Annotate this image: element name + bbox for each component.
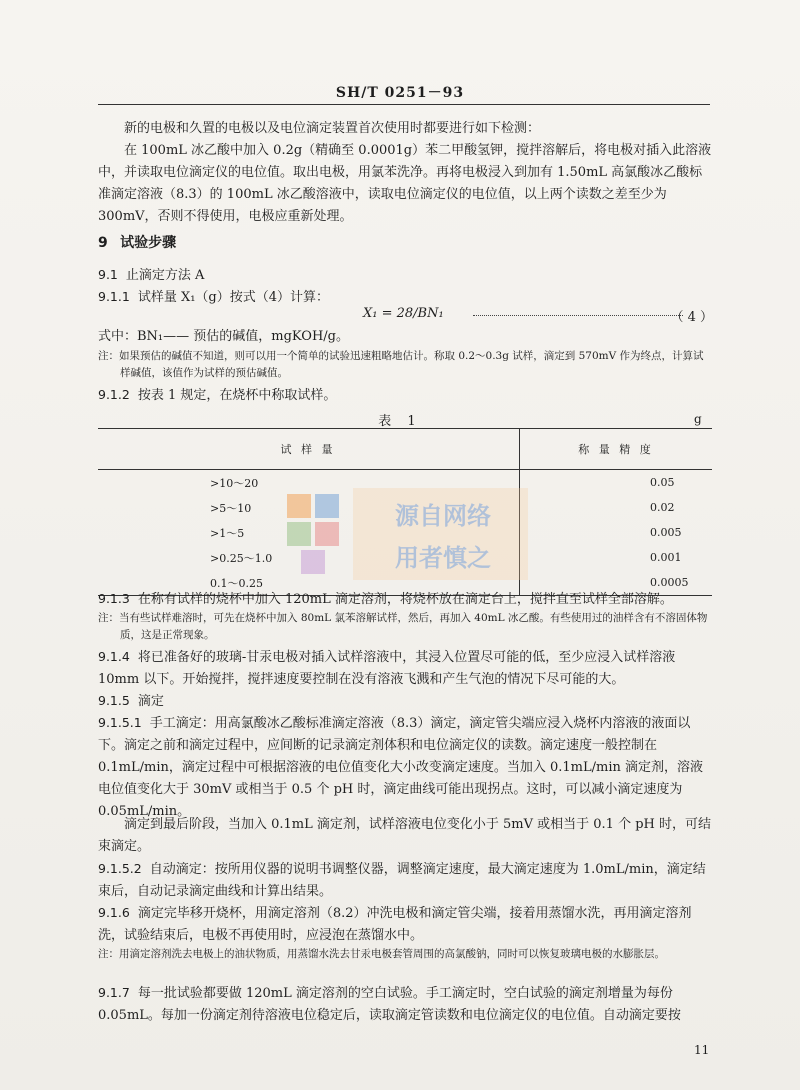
clause-text: 每一批试验都要做 120mL 滴定溶剂的空白试验。手工滴定时，空白试验的滴定剂增量为每份 0.05mL。每加一份滴定剂待溶液电位稳定后，读取滴定管读数和电位滴定仪的电位值。自动滴定要按 [98, 986, 681, 1023]
clause-number: 9.1.1 [98, 289, 130, 304]
table-1-title: 表 1 [378, 414, 422, 429]
clause-text: 滴定 [137, 694, 164, 709]
watermark-square [315, 494, 339, 518]
clause-number: 9.1.3 [98, 591, 130, 606]
clause-number: 9.1.5.1 [98, 715, 142, 730]
table-cell-precision: 0.005 [650, 526, 682, 539]
clause-number: 9.1.5.2 [98, 861, 142, 876]
table-cell-precision: 0.001 [650, 551, 682, 564]
clause-number: 9.1.2 [98, 387, 130, 402]
table-cell-sample: >1～5 [98, 520, 520, 545]
clause-text: 试样量 X₁（g）按式（4）计算： [137, 290, 330, 305]
table-cell-sample: 0.1～0.25 [98, 570, 520, 596]
intro-paragraph-2: 在 100mL 冰乙酸中加入 0.2g（精确至 0.0001g）苯二甲酸氢钾，搅拌溶解后，将电极对插入此溶液中，并读取电位滴定仪的电位值。取出电极，用氯苯洗净。再将电极浸入到加有 1.50mL 高氯酸冰乙酸标准滴定溶液（8.3）的 100mL 冰乙酸溶液中，读取电位滴定仪的电位值，以上两个读数之差至少为 300mV，否则不得使用，电极应重新处理。 [98, 143, 712, 224]
clause-9-1-3 [98, 588, 713, 611]
watermark-square [287, 494, 311, 518]
watermark-square [315, 522, 339, 546]
table-cell-sample: >5～10 [98, 495, 520, 520]
clause-9-1-7 [98, 982, 713, 1027]
watermark-text-2: 用者慎之 [395, 544, 491, 572]
watermark-square [301, 550, 325, 574]
page-number: 11 [694, 1043, 710, 1057]
intro-paragraph-1: 新的电极和久置的电极以及电位滴定装置首次使用时都要进行如下检测： [124, 121, 541, 136]
clause-text: 手工滴定：用高氯酸冰乙酸标准滴定溶液（8.3）滴定，滴定管尖端应浸入烧杯内溶液的液面以下。滴定之前和滴定过程中，应间断的记录滴定剂体积和电位滴定仪的读数。滴定速度一般控制在 0.1mL/min，滴定过程中可根据溶液的电位值变化大小改变滴定速度。当加入 0.1mL/min 滴定剂，溶液电位值变化大于 30mV 或相当于 0.5 个 pH 时，滴定曲线可能出现拐点。这时，可以减小滴定速度为 0.05mL/min。 [98, 716, 704, 819]
formula-leader-dots [473, 315, 683, 316]
formula-expression: X₁ = 28/BN₁ [363, 306, 444, 321]
clause-9-1 [98, 264, 713, 287]
table-cell-sample: >0.25～1.0 [98, 545, 520, 570]
section-number: 9 [98, 235, 108, 251]
table-cell-precision: 0.02 [650, 501, 675, 514]
clause-text: 将已准备好的玻璃-甘汞电极对插入试样溶液中，其浸入位置尽可能的低，至少应浸入试样溶液 10mm 以下。开始搅拌，搅拌速度要控制在没有溶液飞溅和产生气泡的情况下尽可能的大。 [98, 650, 676, 687]
paragraph-end-titration: 滴定到最后阶段，当加入 0.1mL 滴定剂，试样溶液电位变化小于 5mV 或相当于 0.1 个 pH 时，可结束滴定。 [98, 817, 712, 854]
intro-block [98, 118, 713, 228]
table-1-unit: g [694, 412, 702, 426]
clause-number: 9.1.4 [98, 649, 130, 664]
table-cell-sample: >10～20 [98, 470, 520, 496]
clause-text: 在称有试样的烧杯中加入 120mL 滴定溶剂，将烧杯放在滴定台上，搅拌直至试样全部溶解。 [137, 592, 673, 607]
clause-text: 止滴定方法 A [125, 268, 205, 283]
clause-9-1-5-2 [98, 858, 713, 903]
clause-9-1-5-1 [98, 712, 713, 823]
clause-9-1-2 [98, 384, 713, 407]
table-header-precision: 称 量 精 度 [520, 429, 713, 470]
watermark-logo [285, 484, 530, 584]
formula-equation-number: （ 4 ） [670, 310, 713, 325]
section-title: 试验步骤 [120, 235, 177, 251]
formula-4 [98, 306, 713, 326]
clause-text: 滴定完毕移开烧杯，用滴定溶剂（8.2）冲洗电极和滴定管尖端，接着用蒸馏水洗，再用滴定溶剂洗，试验结束后，电极不再使用时，应浸泡在蒸馏水中。 [98, 906, 692, 943]
clause-number: 9.1.6 [98, 905, 130, 920]
standard-header: SH/T 0251－93 [335, 85, 465, 101]
watermark-text-1: 源自网络 [395, 502, 491, 530]
formula-where: 式中：BN₁—— 预估的碱值，mgKOH/g。 [98, 329, 349, 344]
table-cell-precision: 0.0005 [520, 570, 713, 596]
note-1: 注：如果预估的碱值不知道，则可以用一个简单的试验迅速粗略地估计。称取 0.2～0.3g 试样，滴定到 570mV 作为终点，计算试样碱值，该值作为试样的预估碱值。 [98, 350, 704, 379]
table-header-sample: 试 样 量 [98, 429, 520, 470]
watermark-square [287, 522, 311, 546]
clause-number: 9.1.7 [98, 985, 130, 1000]
table-header-row [98, 429, 712, 470]
clause-number: 9.1.5 [98, 693, 130, 708]
note-2: 注：当有些试样难溶时，可先在烧杯中加入 80mL 氯苯溶解试样，然后，再加入 40mL 冰乙酸。有些使用过的油样含有不溶固体物质，这是正常现象。 [98, 612, 708, 641]
clause-text: 按表 1 规定，在烧杯中称取试样。 [137, 388, 337, 403]
clause-number: 9.1 [98, 267, 118, 282]
clause-text: 自动滴定：按所用仪器的说明书调整仪器，调整滴定速度，最大滴定速度为 1.0mL/min，滴定结束后，自动记录滴定曲线和计算出结果。 [98, 862, 706, 899]
note-3: 注：用滴定溶剂洗去电极上的油状物质，用蒸馏水洗去甘汞电极套管周围的高氯酸钠，同时可以恢复玻璃电极的水膨胀层。 [98, 948, 665, 960]
clause-9-1-6 [98, 902, 713, 947]
table-cell-precision: 0.05 [650, 476, 675, 489]
header-rule [98, 104, 710, 105]
clause-9-1-4 [98, 646, 713, 691]
clause-9-1-5 [98, 690, 713, 713]
section-9-heading [98, 232, 713, 255]
